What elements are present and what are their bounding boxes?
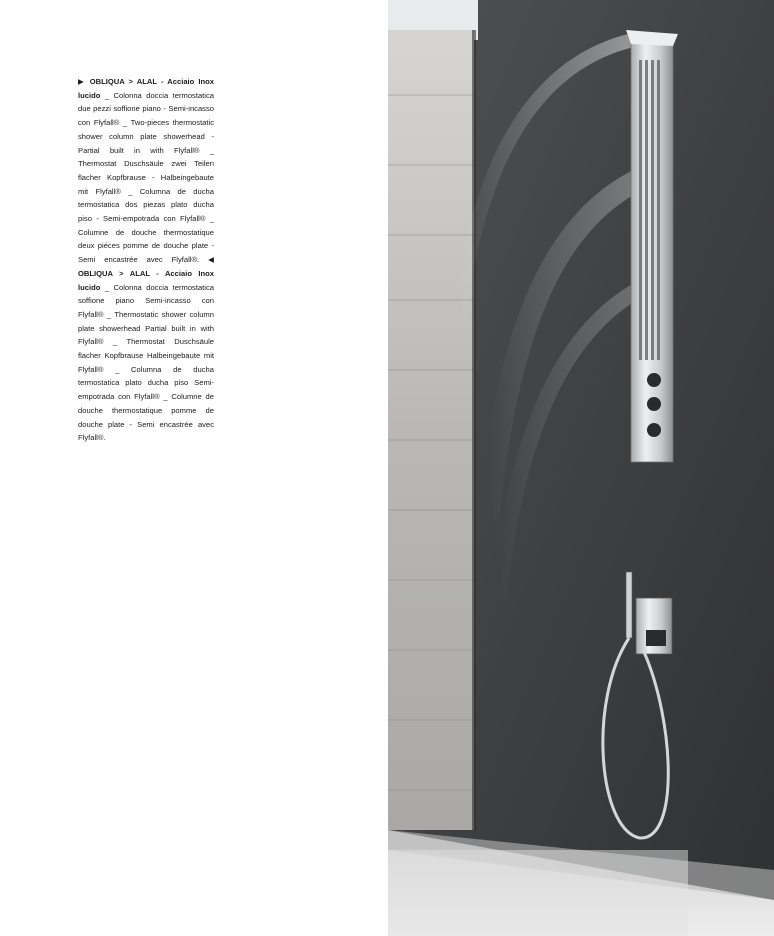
product-body-1: _ Colonna doccia termostatica due pezzi soffione piano - Semi-incasso con Flyfall® _ Two-pieces thermostatic shower column plate showerhead - Partial built in with Flyfall® _ Thermostat Duschsäule zwei Teilen flacher Kopfbrause - Halbeingebaute mit Flyfall® _ Columna de ducha termostatica dos piezas plato ducha piso - Semi-empotrada con Flyfall® _ Columne de douche thermostatique deux piéces pomme de douche plate - Semi encastrée avec Flyfall®. [78,90,214,265]
shower-product-photo [388,0,774,936]
product-heading-2: OBLIQUA > ALAL - Acciaio Inox lucido [78,268,214,292]
arrow-left-icon: ◀ [208,255,214,265]
product-body-2: _ Colonna doccia termostatica soffione piano Semi-incasso con Flyfall® _ Thermostatic shower column plate showerhead Partial built in with Flyfall® _ Thermostat Duschsäule flacher Kopfbrause Halbeingebaute mit Flyfall® _ Columna de ducha termostatica plato ducha piso Semi-empotrada con Flyfall® _ Columne de douche thermostatique pomme de douche plate - Semi encastrée avec Flyfall®. [78,282,214,443]
arrow-right-icon: ▶ [78,77,86,86]
product-heading-1: OBLIQUA > ALAL - Acciaio Inox lucido [78,77,215,100]
product-description [78,75,214,445]
